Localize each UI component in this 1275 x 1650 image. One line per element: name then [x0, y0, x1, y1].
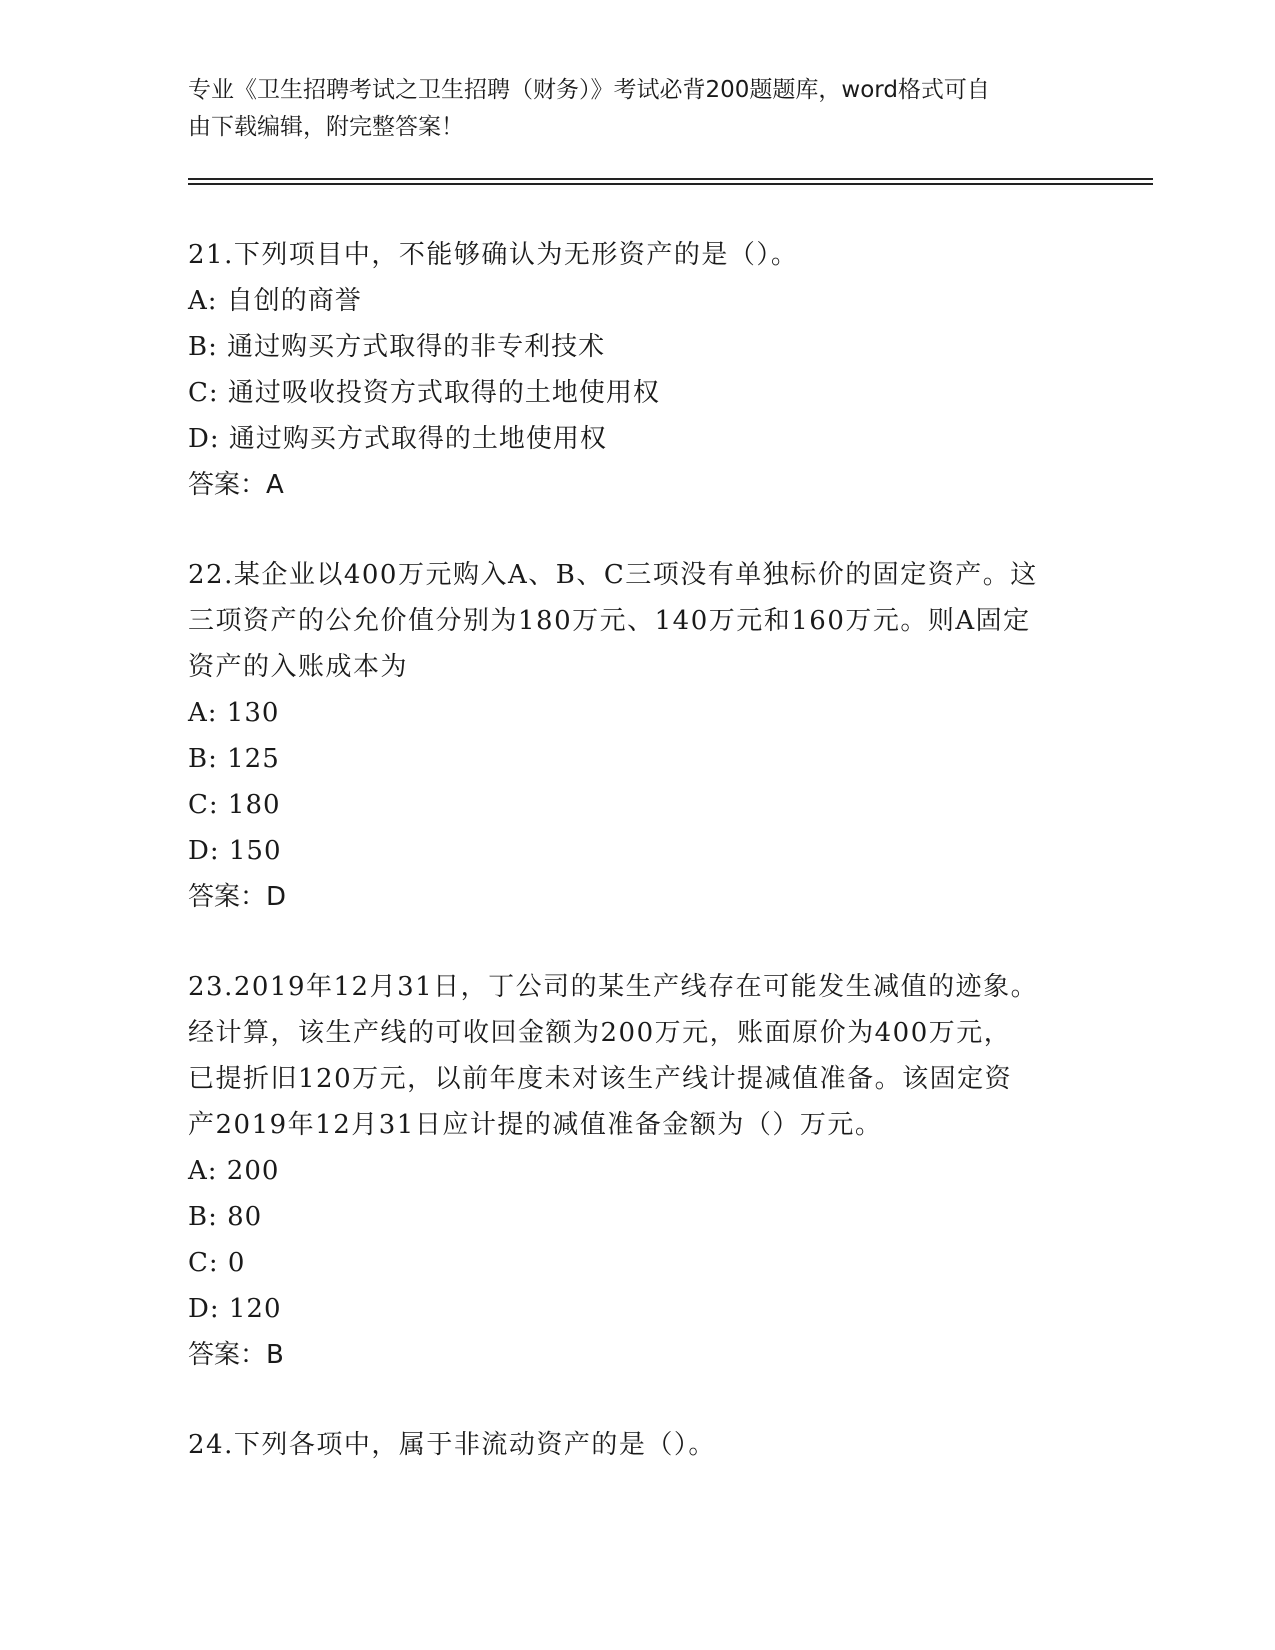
header-divider-top — [188, 178, 1153, 180]
question-24 — [188, 1422, 1088, 1468]
header-line-1: 专业《卫生招聘考试之卫生招聘（财务）》考试必背200题题库，word格式可自 — [188, 77, 990, 103]
question-list — [188, 232, 1088, 1468]
document-header — [188, 72, 1088, 146]
option-b: B: 80 — [188, 1202, 263, 1232]
option-c: C: 0 — [188, 1248, 246, 1278]
question-22 — [188, 552, 1088, 920]
option-a: A: 自创的商誉 — [188, 286, 362, 316]
option-d: D: 通过购买方式取得的土地使用权 — [188, 424, 607, 454]
header-line-2: 由下载编辑，附完整答案！ — [188, 114, 464, 140]
option-a: A: 200 — [188, 1156, 280, 1186]
question-stem-line: 产2019年12月31日应计提的减值准备金额为（）万元。 — [188, 1110, 883, 1140]
answer-line: 答案：A — [188, 470, 284, 500]
header-divider-bottom — [188, 183, 1153, 185]
answer-line: 答案：B — [188, 1340, 284, 1370]
option-c: C: 通过吸收投资方式取得的土地使用权 — [188, 378, 660, 408]
question-stem-line: 资产的入账成本为 — [188, 652, 409, 682]
question-stem-line: 三项资产的公允价值分别为180万元、140万元和160万元。则A固定 — [188, 606, 1031, 636]
option-c: C: 180 — [188, 790, 281, 820]
question-stem-line: 21.下列项目中，不能够确认为无形资产的是（）。 — [188, 240, 799, 270]
answer-line: 答案：D — [188, 882, 287, 912]
question-stem-line: 22.某企业以400万元购入A、B、C三项没有单独标价的固定资产。这 — [188, 560, 1038, 590]
question-23 — [188, 964, 1088, 1378]
question-stem-line: 23.2019年12月31日，丁公司的某生产线存在可能发生减值的迹象。 — [188, 972, 1039, 1002]
question-stem-line: 已提折旧120万元，以前年度未对该生产线计提减值准备。该固定资 — [188, 1064, 1013, 1094]
question-stem-line: 经计算，该生产线的可收回金额为200万元，账面原价为400万元， — [188, 1018, 1012, 1048]
question-21 — [188, 232, 1088, 508]
option-d: D: 120 — [188, 1294, 282, 1324]
option-a: A: 130 — [188, 698, 280, 728]
option-d: D: 150 — [188, 836, 282, 866]
option-b: B: 通过购买方式取得的非专利技术 — [188, 332, 606, 362]
option-b: B: 125 — [188, 744, 280, 774]
question-stem-line: 24.下列各项中，属于非流动资产的是（）。 — [188, 1430, 716, 1460]
